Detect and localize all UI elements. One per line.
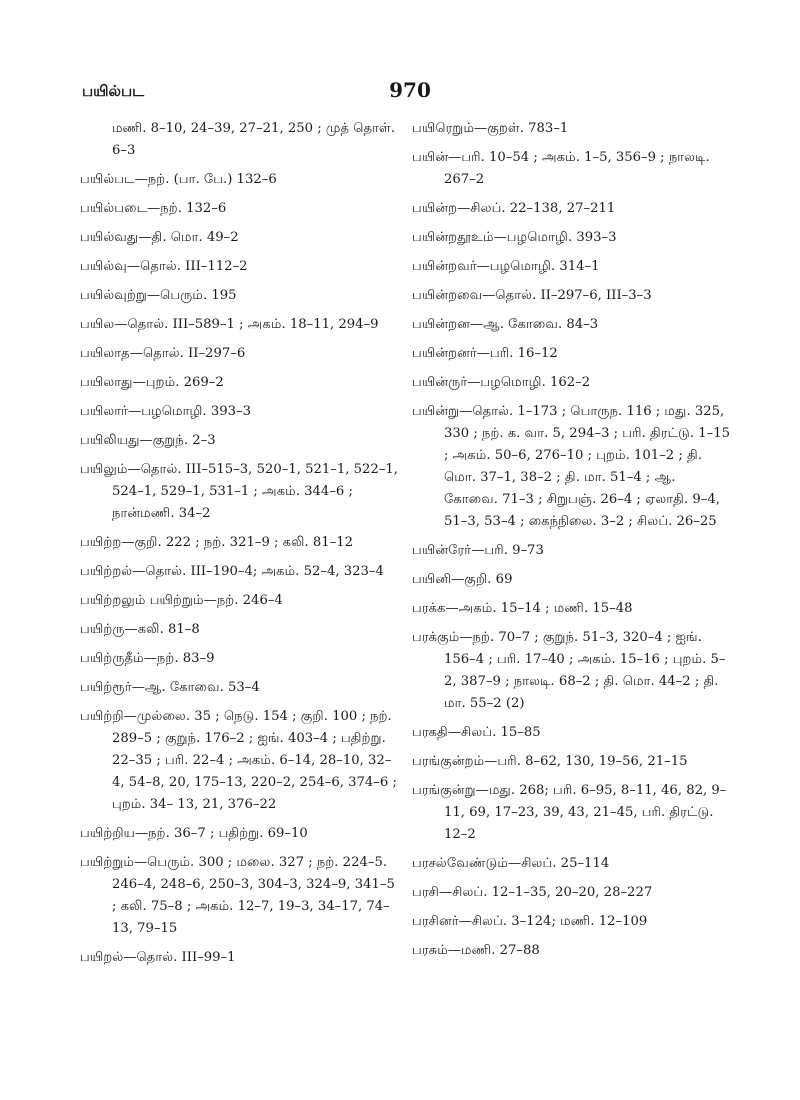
index-entry: பயிற்ருதீம்—நற். 83–9 <box>80 651 215 666</box>
index-entry: பயில்வது—தி. மொ. 49–2 <box>80 230 239 245</box>
index-entry: பயிற்றும்—பெரும். 300 ; மலை. 327 ; நற். 224–5. 246–4, 248–6, 250–3, 304–3, 324–9, 341–5 ; கலி. 75–8 ; அகம். 12–7, 19–3, 34–17, 74–13, 79–15 <box>80 855 395 936</box>
index-entry: பயிலாத—தொல். II–297–6 <box>80 346 246 361</box>
index-entry: பயிற்றலும் பயிற்றும்—நற். 246–4 <box>80 593 283 608</box>
index-entry: பயிறல்—தொல். III–99–1 <box>80 950 236 965</box>
index-entry: பரக்க—அகம். 15–14 ; மணி. 15–48 <box>412 601 633 616</box>
index-entry: பயில்வு—தொல். III–112–2 <box>80 259 248 274</box>
index-entry: பயின்றதூஉம்—பழமொழி. 393–3 <box>412 230 617 245</box>
index-entry: பயின்ரேர்—பரி. 9–73 <box>412 543 544 558</box>
index-entry: பயிலியது—குறுந். 2–3 <box>80 433 216 448</box>
index-entry: பரங்குன்று—மது. 268; பரி. 6–95, 8–11, 46, 82, 9–11, 69, 17–23, 39, 43, 21–45, பரி. திரட்டு. 12–2 <box>412 783 727 842</box>
index-entry: பரசல்வேண்டும்—சிலப். 25–114 <box>412 856 610 871</box>
page-header <box>0 78 800 104</box>
index-entry: பயின்றனர்—பரி. 16–12 <box>412 346 558 361</box>
page-number: 970 <box>389 78 431 102</box>
index-entry: பயிற்றிய—நற். 36–7 ; பதிற்று. 69–10 <box>80 826 308 841</box>
index-entry: பயினி—குறி. 69 <box>412 572 513 587</box>
index-entry: பயிற்றி—முல்லை. 35 ; நெடு. 154 ; குறி. 100 ; நற். 289–5 ; குறுந். 176–2 ; ஐங். 403–4 ; பதிற்று. 22–35 ; பரி. 22–4 ; அகம். 6–14, 28–10, 32–4, 54–8, 20, 175–13, 220–2, 254–6, 374–6 ; புறம். 34– 13, 21, 376–22 <box>80 709 397 812</box>
index-entry: பயிற்ற—குறி. 222 ; நற். 321–9 ; கலி. 81–12 <box>80 535 354 550</box>
index-entry: பரக்கும்—நற். 70–7 ; குறுந். 51–3, 320–4 ; ஐங். 156–4 ; பரி. 17–40 ; அகம். 15–16 ; புறம். 5–2, 387–9 ; நாலடி. 68–2 ; தி. மொ. 44–2 ; தி. மா. 55–2 (2) <box>412 630 726 711</box>
index-entry: பயிற்ரு—கலி. 81–8 <box>80 622 200 637</box>
running-head: பயில்பட <box>82 82 145 100</box>
index-entry: பரசினர்—சிலப். 3–124; மணி. 12–109 <box>412 914 648 929</box>
index-entry: பயின்ருர்—பழமொழி. 162–2 <box>412 375 591 390</box>
index-entry: பயின்றன—ஆ. கோவை. 84–3 <box>412 317 599 332</box>
index-entry: பரங்குன்றம்—பரி. 8–62, 130, 19–56, 21–15 <box>412 754 688 769</box>
index-entry: பயில்வுற்று—பெரும். 195 <box>80 288 237 303</box>
index-entry: பயிற்றல்—தொல். III–190–4; அகம். 52–4, 323–4 <box>80 564 384 579</box>
left-column <box>80 118 398 976</box>
right-column <box>412 118 730 969</box>
index-entry: மணி. 8–10, 24–39, 27–21, 250 ; முத் தொள். 6–3 <box>112 121 396 158</box>
index-entry: பரசி—சிலப். 12–1–35, 20–20, 28–227 <box>412 885 653 900</box>
index-entry: பரசும்—மணி. 27–88 <box>412 943 540 958</box>
index-entry: பயிலும்—தொல். III–515–3, 520–1, 521–1, 522–1, 524–1, 529–1, 531–1 ; அகம். 344–6 ; நான்மணி. 34–2 <box>80 462 398 521</box>
index-entry: பயில்படை—நற். 132–6 <box>80 201 227 216</box>
index-entry: பயிலாது—புறம். 269–2 <box>80 375 224 390</box>
index-entry: பயின்—பரி. 10–54 ; அகம். 1–5, 356–9 ; நாலடி. 267–2 <box>412 150 710 187</box>
index-entry: பயின்ற—சிலப். 22–138, 27–211 <box>412 201 616 216</box>
index-entry: பயின்றவர்—பழமொழி. 314–1 <box>412 259 600 274</box>
index-entry: பயில—தொல். III–589–1 ; அகம். 18–11, 294–9 <box>80 317 379 332</box>
index-entry: பயிற்ரூர்—ஆ. கோவை. 53–4 <box>80 680 260 695</box>
index-entry: பயின்றவை—தொல். II–297–6, III–3–3 <box>412 288 652 303</box>
index-entry: பயின்று—தொல். 1–173 ; பொருந. 116 ; மது. 325, 330 ; நற். க. வா. 5, 294–3 ; பரி. திரட்டு. 1–15 ; அகம். 50–6, 276–10 ; புறம். 101–2 ; தி. மொ. 37–1, 38–2 ; தி. மா. 51–4 ; ஆ. கோவை. 71–3 ; சிறுபஞ். 26–4 ; ஏலாதி. 9–4, 51–3, 53–4 ; கைந்நிலை. 3–2 ; சிலப். 26–25 <box>412 404 731 529</box>
index-entry: பயில்பட—நற். (பா. பே.) 132–6 <box>80 172 277 187</box>
index-entry: பயிரெறும்—குறள். 783–1 <box>412 121 569 136</box>
index-entry: பயிலார்—பழமொழி. 393–3 <box>80 404 251 419</box>
index-entry: பரகதி—சிலப். 15–85 <box>412 725 541 740</box>
